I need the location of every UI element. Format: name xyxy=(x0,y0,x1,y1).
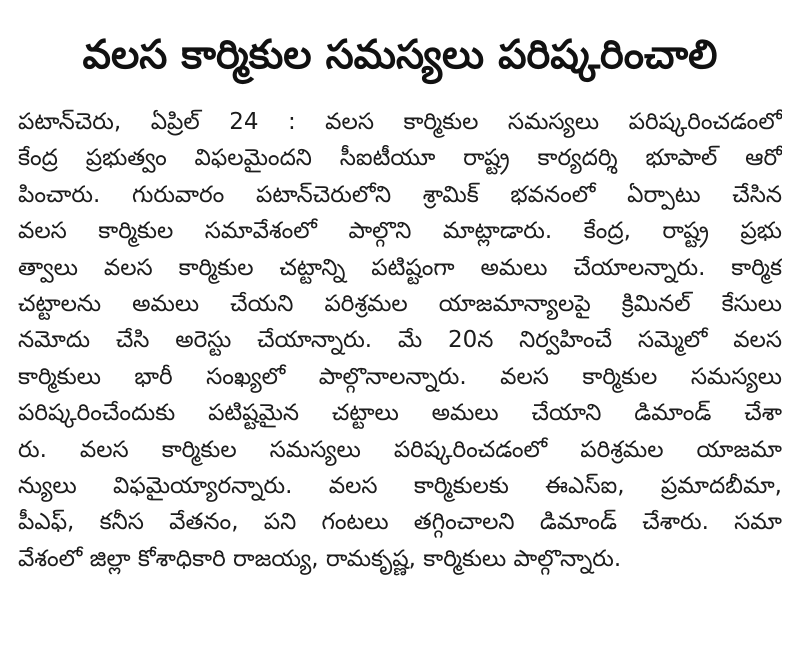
body-line: పించారు. గురువారం పటాన్‌చెరులోని శ్రామిక్ భవనంలో ఏర్పాటు చేసిన xyxy=(18,181,782,208)
body-line: న్యులు విఫమైయ్యారన్నారు. వలస కార్మికులకు ఈఎస్ఐ, ప్రమాదబీమా, xyxy=(18,472,782,499)
body-line: వలస కార్మికుల సమావేశంలో పాల్గొని మాట్లాడారు. కేంద్ర, రాష్ట్ర ప్రభు xyxy=(18,218,782,245)
body-line: నమోదు చేసి అరెస్టు చేయాన్నారు. మే 20న నిర్వహించే సమ్మెలో వలస xyxy=(18,327,782,354)
body-line: రు. వలస కార్మికుల సమస్యలు పరిష్కరించడంలో పరిశ్రమల యాజమా xyxy=(18,436,782,463)
article-headline: వలస కార్మికుల సమస్యలు పరిష్కరించాలి xyxy=(82,32,718,78)
body-line: చట్టాలను అమలు చేయని పరిశ్రమల యాజమాన్యాలపై క్రిమినల్ కేసులు xyxy=(18,290,782,317)
body-line: పరిష్కరించేందుకు పటిష్టమైన చట్టాలు అమలు చేయాని డిమాండ్ చేశా xyxy=(18,400,782,427)
body-line: పీఎఫ్, కనీస వేతనం, పని గంటలు తగ్గించాలని డిమాండ్ చేశారు. సమా xyxy=(18,509,782,536)
body-line: పటాన్‌చెరు, ఏప్రిల్ 24 : వలస కార్మికుల సమస్యలు పరిష్కరించడంలో xyxy=(18,109,782,135)
article-body xyxy=(18,104,782,577)
body-line: కార్మికులు భారీ సంఖ్యలో పాల్గొనాలన్నారు. వలస కార్మికుల సమస్యలు xyxy=(18,363,782,390)
body-line: కేంద్ర ప్రభుత్వం విఫలమైందని సీఐటీయూ రాష్ట్ర కార్యదర్శి భూపాల్ ఆరో xyxy=(18,145,782,172)
body-line: త్వాలు వలస కార్మికుల చట్టాన్ని పటిష్టంగా అమలు చేయాలన్నారు. కార్మిక xyxy=(18,254,782,281)
body-line: వేశంలో జిల్లా కోశాధికారి రాజయ్య, రామకృష్ణ, కార్మికులు పాల్గొన్నారు. xyxy=(18,545,622,572)
